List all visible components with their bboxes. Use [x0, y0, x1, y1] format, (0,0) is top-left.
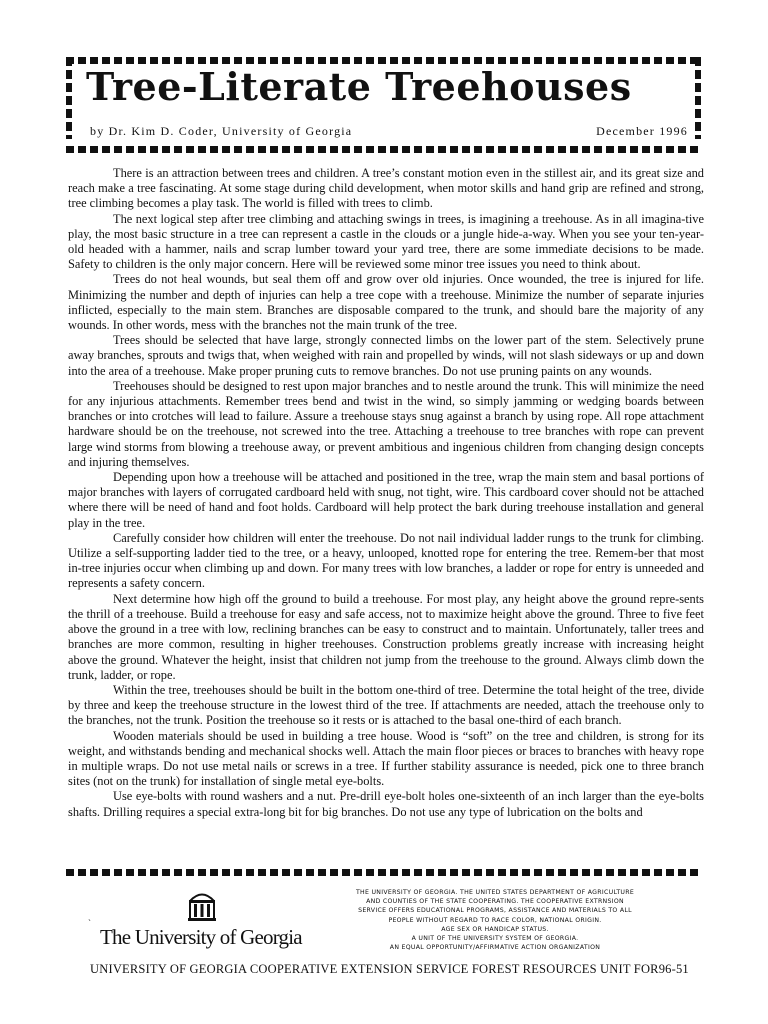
- notice-line: AN EQUAL OPPORTUNITY/AFFIRMATIVE ACTION ORGANIZATION: [389, 944, 601, 952]
- header-bottom-border: [66, 146, 701, 153]
- arch-logo-icon: [186, 888, 218, 922]
- paragraph: Trees should be selected that have large, strongly connected limbs on the lower part of the stem. Selectively prune away branches, sprouts and twigs that, when weighed with rain and propelled by winds, will not slash sideways or up and down into the area of a treehouse. Make proper pruning cuts to remove branches. Do not use pruning paints on any wounds.: [68, 333, 704, 378]
- paragraph: Use eye-bolts with round washers and a nut. Pre-drill eye-bolt holes one-sixteenth of an inch larger than the eye-bolts shafts. Drilling requires a special extra-long bit for big branches. Do not use any type of lubrication on the bolts and: [68, 789, 704, 819]
- paragraph: Within the tree, treehouses should be built in the bottom one-third of tree. Determine the total height of the tree, divide by three and keep the treehouse structure in the lowest third of the tree. If attachments are needed, attach the treehouse only to the branches, not the trunk. Position the treehouse so it rests or is attached to the basal one-third of each branch.: [68, 682, 704, 728]
- paragraph: The next logical step after tree climbing and attaching swings in trees, is imagining a treehouse. As in all imagina-tive play, the most basic structure in a tree can represent a castle in the clouds or a jungle hide-a-way. When you see your ten-year-old headed with a hammer, nails and scrap lumber toward your yard tree, there are some immediate decisions to be made. Safety to children is the only major concern. Here will be reviewed some minor tree issues you need to think about.: [68, 211, 704, 272]
- article-body: [68, 166, 704, 856]
- paragraph: There is an attraction between trees and children. A tree’s constant motion even in the stillest air, and its great size and reach make a tree fascinating. At some stage during child development, when motor skills and hand grip are refined and strong, tree climbing becomes a play task. The world is filled with trees to climb.: [68, 166, 704, 211]
- publication-date: December 1996: [596, 124, 688, 138]
- publication-footer: UNIVERSITY OF GEORGIA COOPERATIVE EXTENSION SERVICE FOREST RESOURCES UNIT FOR96-51: [90, 962, 689, 976]
- paragraph: Depending upon how a treehouse will be attached and positioned in the tree, wrap the main stem and basal portions of major branches with layers of corrugated cardboard held with snug, not tight, wire. This cardboard cover should not be attached where there will be need of hand and foot holds. Cardboard will help protect the bark during treehouse installation and general play in the tree.: [68, 470, 704, 530]
- notice-line: AGE SEX OR HANDICAP STATUS.: [441, 925, 549, 933]
- header-left-border: [66, 57, 72, 139]
- stray-mark: `: [88, 918, 91, 928]
- university-wordmark: The University of Georgia: [100, 925, 302, 949]
- notice-line: PEOPLE WITHOUT REGARD TO RACE COLOR, NATIONAL ORIGIN.: [388, 916, 602, 924]
- equal-opportunity-notice: [330, 888, 660, 952]
- author-byline: by Dr. Kim D. Coder, University of Georgia: [90, 124, 353, 138]
- paragraph: Trees do not heal wounds, but seal them off and grow over old injuries. Once wounded, the tree is injured for life. Minimizing the number and depth of injuries can help a tree cope with a treehouse. Minimize the number of separate injuries inflicted, especially to the main stem. Branches are disposable compared to the trunk, and should bare the majority of any wounds. In other words, mess with the branches not the main trunk of the tree.: [68, 272, 704, 333]
- paragraph: Treehouses should be designed to rest upon major branches and to nestle around the trunk. This will minimize the need for any injurious attachments. Remember trees bend and twist in the wind, so simply jamming or wedging boards between branches or into crotches will lead to failure. Assure a treehouse stays snug against a branch by using rope. All rope attachment hardware should be on the treehouse, not screwed into the tree. Attaching a treehouse to tree branches with rope can prevent large wind storms from blowing a treehouse away, or prevent ambitious and ingenious children from changing design concepts and injuring themselves.: [68, 378, 704, 469]
- notice-line: A UNIT OF THE UNIVERSITY SYSTEM OF GEORGIA.: [411, 935, 579, 943]
- paragraph: Carefully consider how children will enter the treehouse. Do not nail individual ladder rungs to the trunk for climbing. Utilize a self-supporting ladder tied to the tree, or a heavy, unlooped, knotted rope for entering the tree. Remem-ber that most in-tree injuries occur when climbing up and down. For many trees with low branches, a ladder or rope for entry is unneeded and represents a safety concern.: [68, 530, 704, 591]
- document-title: Tree-Literate Treehouses: [86, 64, 632, 109]
- notice-line: AND COUNTIES OF THE STATE COOPERATING. THE COOPERATIVE EXTRNSION: [366, 898, 624, 906]
- header-right-border: [695, 57, 701, 139]
- notice-line: SERVICE OFFERS EDUCATIONAL PROGRAMS, ASSISTANCE AND MATERIALS TO ALL: [358, 907, 632, 915]
- notice-line: THE UNIVERSITY OF GEORGIA. THE UNITED STATES DEPARTMENT OF AGRICULTURE: [355, 889, 635, 896]
- footer-divider: [66, 869, 701, 876]
- paragraph: Wooden materials should be used in building a tree house. Wood is “soft” on the tree and children, is strong for its weight, and withstands bending and mechanical shocks well. Attach the main floor pieces or braces to branches with heavy rope in multiple wraps. Do not use metal nails or screws in a tree. If further stability assurance is needed, pick one to three branch sites (not on the trunk) for installation of single metal eye-bolts.: [68, 728, 704, 789]
- paragraph: Next determine how high off the ground to build a treehouse. For most play, any height above the ground repre-sents the thrill of a treehouse. Build a treehouse for easy and safe access, not to maximize height above the ground. Three to five feet above the ground in a tree with low, reclining branches can be easy to construct and to maintain. Unfortunately, taller trees and branches are more common, resulting in higher treehouses. Construction problems greatly increase with increasing height above the ground. Whatever the height, insist that children not jump from the treehouse to the ground. Always climb down the trunk, ladder, or rope.: [68, 591, 704, 682]
